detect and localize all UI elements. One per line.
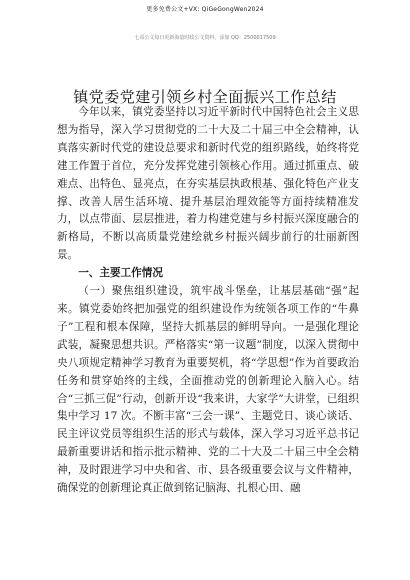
document-title: 镇党委党建引领乡村全面振兴工作总结 xyxy=(73,88,337,106)
body-paragraph: （一）聚焦组织建设，筑牢战斗堡垒，让基层基础“强”起来。镇党委始终把加强党的组织建设作为统领各项工作的“牛鼻子”工程和根本保障，坚持大抓基层的鲜明导向。一是强化理论武装，凝聚思想共识。严格落实“第一议题”制度，以深入贯彻中央八项规定精神学习教育为重要契机，将“学思想”作为首要政治任务和贯穿始终的主线，全面推动党的创新理论入脑入心。结合“三抓三促”行动，创新开设“我来讲，大家学”大讲堂，已组织集中学习 17 次。不断丰富“三会一课”、主题党日、谈心谈话、民主评议党员等组织生活的形式与载体，深入学习习近平总书记最新重要讲话和指示批示精神、党的二十大及二十届三中全会精神，及时跟进学习中央和省、市、县各级重要会议与文件精神，确保党的创新理论真正做到铭记脑海、扎根心田、融 xyxy=(57,285,359,495)
header-note: 七哥公文每日更新海量时政公文资料，添加 QQ：2500017509 xyxy=(134,35,276,41)
document-body xyxy=(57,104,359,498)
intro-paragraph: 今年以来，镇党委坚持以习近平新时代中国特色社会主义思想为指导，深入学习贯彻党的二十大及二十届三中全会精神，认真落实新时代党的建设总要求和新时代党的组织路线，始终将党建工作置于首位，充分发挥党建引领核心作用。通过抓重点、破难点、出特色、显亮点，在夯实基层执政根基、强化特色产业支撑、改善人居生活环境、提升基层治理效能等方面持续精准发力，以点带面、层层推进，着力构建党建与乡村振兴深度融合的新格局，不断以高质量党建绘就乡村振兴阔步前行的壮丽新图景。 xyxy=(57,106,359,262)
section-heading: 一、主要工作情况 xyxy=(78,267,163,280)
promo-banner: 更多免费公文+VX: QiGeGongWen2024 xyxy=(146,6,264,13)
